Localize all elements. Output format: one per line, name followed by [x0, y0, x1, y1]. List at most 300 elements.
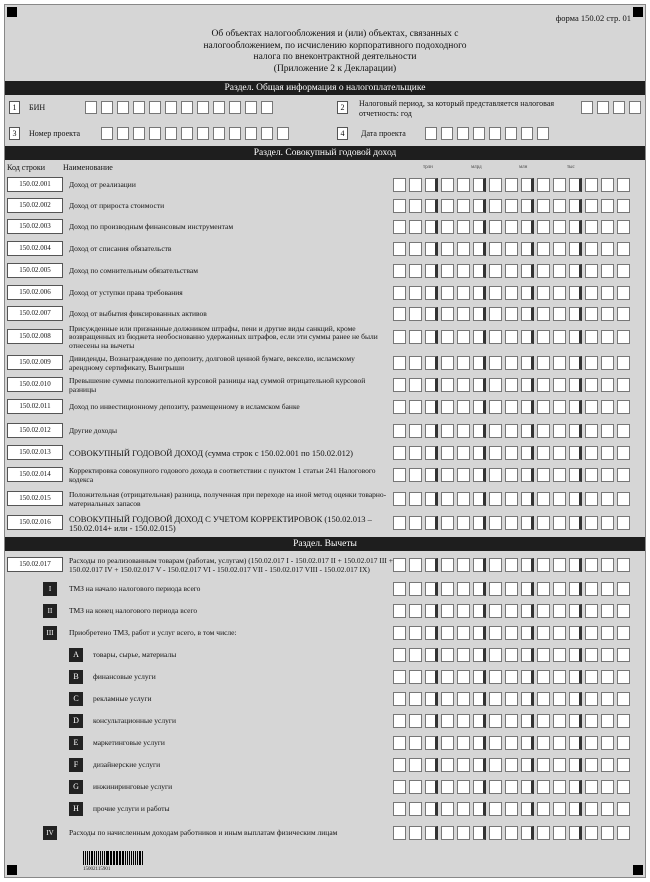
digit-cell[interactable]	[441, 826, 454, 840]
digit-cell[interactable]	[585, 780, 598, 794]
digit-cell[interactable]	[537, 558, 550, 572]
digit-cell[interactable]	[425, 199, 438, 213]
digit-cell[interactable]	[537, 242, 550, 256]
digit-cell[interactable]	[617, 582, 630, 596]
digit-cell[interactable]	[489, 648, 502, 662]
digit-cell[interactable]	[521, 714, 534, 728]
digit-cell[interactable]	[409, 356, 422, 370]
digit-cell[interactable]	[505, 424, 518, 438]
amount-input[interactable]	[393, 378, 630, 392]
digit-cell[interactable]	[569, 692, 582, 706]
digit-cell[interactable]	[601, 714, 614, 728]
digit-cell[interactable]	[473, 199, 486, 213]
digit-cell[interactable]	[505, 220, 518, 234]
digit-cell[interactable]	[473, 468, 486, 482]
digit-cell[interactable]	[505, 558, 518, 572]
digit-cell[interactable]	[521, 582, 534, 596]
digit-cell[interactable]	[441, 648, 454, 662]
digit-cell[interactable]	[425, 307, 438, 321]
year-input[interactable]	[581, 101, 641, 114]
digit-cell[interactable]	[521, 626, 534, 640]
digit-cell[interactable]	[505, 582, 518, 596]
digit-cell[interactable]	[537, 424, 550, 438]
amount-input[interactable]	[393, 220, 630, 234]
digit-cell[interactable]	[489, 492, 502, 506]
digit-cell[interactable]	[553, 199, 566, 213]
project-date-input[interactable]	[425, 127, 549, 140]
digit-cell[interactable]	[393, 648, 406, 662]
digit-cell[interactable]	[585, 604, 598, 618]
input-cell[interactable]	[581, 101, 593, 114]
digit-cell[interactable]	[601, 330, 614, 344]
digit-cell[interactable]	[569, 242, 582, 256]
digit-cell[interactable]	[601, 626, 614, 640]
digit-cell[interactable]	[617, 424, 630, 438]
digit-cell[interactable]	[473, 736, 486, 750]
digit-cell[interactable]	[425, 692, 438, 706]
digit-cell[interactable]	[601, 492, 614, 506]
digit-cell[interactable]	[569, 264, 582, 278]
digit-cell[interactable]	[585, 648, 598, 662]
digit-cell[interactable]	[425, 558, 438, 572]
digit-cell[interactable]	[505, 516, 518, 530]
amount-input[interactable]	[393, 758, 630, 772]
digit-cell[interactable]	[409, 242, 422, 256]
digit-cell[interactable]	[489, 780, 502, 794]
input-cell[interactable]	[229, 127, 241, 140]
input-cell[interactable]	[133, 101, 145, 114]
digit-cell[interactable]	[409, 648, 422, 662]
digit-cell[interactable]	[489, 264, 502, 278]
digit-cell[interactable]	[569, 558, 582, 572]
digit-cell[interactable]	[505, 178, 518, 192]
digit-cell[interactable]	[521, 670, 534, 684]
digit-cell[interactable]	[425, 826, 438, 840]
digit-cell[interactable]	[393, 468, 406, 482]
digit-cell[interactable]	[441, 424, 454, 438]
digit-cell[interactable]	[585, 286, 598, 300]
digit-cell[interactable]	[537, 199, 550, 213]
digit-cell[interactable]	[569, 220, 582, 234]
digit-cell[interactable]	[617, 670, 630, 684]
digit-cell[interactable]	[409, 378, 422, 392]
digit-cell[interactable]	[457, 492, 470, 506]
digit-cell[interactable]	[505, 626, 518, 640]
digit-cell[interactable]	[473, 516, 486, 530]
digit-cell[interactable]	[425, 378, 438, 392]
digit-cell[interactable]	[617, 780, 630, 794]
digit-cell[interactable]	[521, 307, 534, 321]
digit-cell[interactable]	[537, 692, 550, 706]
digit-cell[interactable]	[585, 199, 598, 213]
amount-input[interactable]	[393, 780, 630, 794]
digit-cell[interactable]	[617, 516, 630, 530]
digit-cell[interactable]	[473, 648, 486, 662]
digit-cell[interactable]	[521, 736, 534, 750]
digit-cell[interactable]	[537, 178, 550, 192]
input-cell[interactable]	[149, 127, 161, 140]
digit-cell[interactable]	[457, 692, 470, 706]
digit-cell[interactable]	[617, 378, 630, 392]
digit-cell[interactable]	[393, 714, 406, 728]
digit-cell[interactable]	[521, 264, 534, 278]
digit-cell[interactable]	[409, 558, 422, 572]
digit-cell[interactable]	[569, 356, 582, 370]
digit-cell[interactable]	[425, 286, 438, 300]
digit-cell[interactable]	[457, 356, 470, 370]
amount-input[interactable]	[393, 670, 630, 684]
digit-cell[interactable]	[409, 330, 422, 344]
digit-cell[interactable]	[441, 714, 454, 728]
digit-cell[interactable]	[393, 400, 406, 414]
digit-cell[interactable]	[505, 714, 518, 728]
digit-cell[interactable]	[441, 558, 454, 572]
digit-cell[interactable]	[601, 307, 614, 321]
digit-cell[interactable]	[553, 178, 566, 192]
digit-cell[interactable]	[569, 826, 582, 840]
digit-cell[interactable]	[489, 307, 502, 321]
digit-cell[interactable]	[425, 780, 438, 794]
amount-input[interactable]	[393, 330, 630, 344]
digit-cell[interactable]	[553, 400, 566, 414]
digit-cell[interactable]	[585, 582, 598, 596]
digit-cell[interactable]	[553, 446, 566, 460]
digit-cell[interactable]	[505, 826, 518, 840]
digit-cell[interactable]	[601, 378, 614, 392]
digit-cell[interactable]	[601, 446, 614, 460]
digit-cell[interactable]	[601, 516, 614, 530]
digit-cell[interactable]	[441, 670, 454, 684]
digit-cell[interactable]	[441, 378, 454, 392]
digit-cell[interactable]	[505, 648, 518, 662]
digit-cell[interactable]	[617, 826, 630, 840]
digit-cell[interactable]	[425, 648, 438, 662]
digit-cell[interactable]	[425, 492, 438, 506]
digit-cell[interactable]	[489, 199, 502, 213]
digit-cell[interactable]	[553, 736, 566, 750]
digit-cell[interactable]	[425, 626, 438, 640]
digit-cell[interactable]	[473, 378, 486, 392]
digit-cell[interactable]	[585, 802, 598, 816]
digit-cell[interactable]	[617, 178, 630, 192]
digit-cell[interactable]	[617, 242, 630, 256]
digit-cell[interactable]	[473, 330, 486, 344]
digit-cell[interactable]	[521, 220, 534, 234]
digit-cell[interactable]	[457, 802, 470, 816]
digit-cell[interactable]	[473, 826, 486, 840]
digit-cell[interactable]	[393, 780, 406, 794]
digit-cell[interactable]	[617, 199, 630, 213]
digit-cell[interactable]	[457, 242, 470, 256]
digit-cell[interactable]	[521, 330, 534, 344]
digit-cell[interactable]	[585, 307, 598, 321]
digit-cell[interactable]	[569, 758, 582, 772]
digit-cell[interactable]	[553, 424, 566, 438]
digit-cell[interactable]	[489, 626, 502, 640]
amount-input[interactable]	[393, 826, 630, 840]
digit-cell[interactable]	[425, 356, 438, 370]
digit-cell[interactable]	[505, 199, 518, 213]
digit-cell[interactable]	[521, 758, 534, 772]
digit-cell[interactable]	[409, 400, 422, 414]
input-cell[interactable]	[117, 127, 129, 140]
digit-cell[interactable]	[569, 307, 582, 321]
digit-cell[interactable]	[617, 626, 630, 640]
digit-cell[interactable]	[441, 692, 454, 706]
digit-cell[interactable]	[569, 286, 582, 300]
digit-cell[interactable]	[537, 220, 550, 234]
digit-cell[interactable]	[537, 780, 550, 794]
digit-cell[interactable]	[537, 714, 550, 728]
digit-cell[interactable]	[505, 604, 518, 618]
digit-cell[interactable]	[441, 802, 454, 816]
amount-input[interactable]	[393, 264, 630, 278]
digit-cell[interactable]	[537, 802, 550, 816]
digit-cell[interactable]	[409, 670, 422, 684]
digit-cell[interactable]	[489, 400, 502, 414]
digit-cell[interactable]	[505, 264, 518, 278]
digit-cell[interactable]	[393, 516, 406, 530]
digit-cell[interactable]	[601, 286, 614, 300]
digit-cell[interactable]	[521, 199, 534, 213]
digit-cell[interactable]	[425, 446, 438, 460]
input-cell[interactable]	[165, 101, 177, 114]
digit-cell[interactable]	[489, 802, 502, 816]
digit-cell[interactable]	[617, 692, 630, 706]
digit-cell[interactable]	[601, 424, 614, 438]
digit-cell[interactable]	[473, 220, 486, 234]
digit-cell[interactable]	[537, 626, 550, 640]
digit-cell[interactable]	[457, 670, 470, 684]
amount-input[interactable]	[393, 356, 630, 370]
input-cell[interactable]	[261, 101, 273, 114]
digit-cell[interactable]	[585, 356, 598, 370]
digit-cell[interactable]	[521, 492, 534, 506]
digit-cell[interactable]	[617, 492, 630, 506]
digit-cell[interactable]	[569, 468, 582, 482]
digit-cell[interactable]	[521, 468, 534, 482]
digit-cell[interactable]	[601, 242, 614, 256]
digit-cell[interactable]	[585, 558, 598, 572]
digit-cell[interactable]	[473, 492, 486, 506]
digit-cell[interactable]	[617, 220, 630, 234]
digit-cell[interactable]	[489, 446, 502, 460]
digit-cell[interactable]	[569, 446, 582, 460]
digit-cell[interactable]	[489, 736, 502, 750]
digit-cell[interactable]	[393, 736, 406, 750]
input-cell[interactable]	[613, 101, 625, 114]
digit-cell[interactable]	[601, 264, 614, 278]
digit-cell[interactable]	[601, 582, 614, 596]
amount-input[interactable]	[393, 424, 630, 438]
digit-cell[interactable]	[457, 714, 470, 728]
digit-cell[interactable]	[521, 178, 534, 192]
digit-cell[interactable]	[537, 604, 550, 618]
digit-cell[interactable]	[409, 492, 422, 506]
digit-cell[interactable]	[457, 378, 470, 392]
digit-cell[interactable]	[393, 604, 406, 618]
digit-cell[interactable]	[489, 758, 502, 772]
digit-cell[interactable]	[489, 604, 502, 618]
digit-cell[interactable]	[601, 670, 614, 684]
digit-cell[interactable]	[457, 648, 470, 662]
digit-cell[interactable]	[473, 670, 486, 684]
digit-cell[interactable]	[601, 736, 614, 750]
amount-input[interactable]	[393, 736, 630, 750]
amount-input[interactable]	[393, 446, 630, 460]
input-cell[interactable]	[473, 127, 485, 140]
digit-cell[interactable]	[617, 264, 630, 278]
digit-cell[interactable]	[505, 307, 518, 321]
digit-cell[interactable]	[473, 264, 486, 278]
digit-cell[interactable]	[441, 468, 454, 482]
input-cell[interactable]	[597, 101, 609, 114]
input-cell[interactable]	[213, 101, 225, 114]
digit-cell[interactable]	[569, 670, 582, 684]
digit-cell[interactable]	[505, 242, 518, 256]
digit-cell[interactable]	[457, 199, 470, 213]
digit-cell[interactable]	[505, 692, 518, 706]
digit-cell[interactable]	[441, 758, 454, 772]
digit-cell[interactable]	[409, 178, 422, 192]
input-cell[interactable]	[85, 101, 97, 114]
digit-cell[interactable]	[489, 714, 502, 728]
digit-cell[interactable]	[553, 492, 566, 506]
digit-cell[interactable]	[393, 492, 406, 506]
digit-cell[interactable]	[505, 670, 518, 684]
digit-cell[interactable]	[569, 330, 582, 344]
digit-cell[interactable]	[569, 802, 582, 816]
digit-cell[interactable]	[473, 802, 486, 816]
digit-cell[interactable]	[393, 242, 406, 256]
digit-cell[interactable]	[393, 264, 406, 278]
digit-cell[interactable]	[617, 558, 630, 572]
digit-cell[interactable]	[601, 220, 614, 234]
digit-cell[interactable]	[617, 802, 630, 816]
digit-cell[interactable]	[393, 378, 406, 392]
digit-cell[interactable]	[409, 264, 422, 278]
digit-cell[interactable]	[425, 330, 438, 344]
digit-cell[interactable]	[425, 736, 438, 750]
digit-cell[interactable]	[393, 670, 406, 684]
digit-cell[interactable]	[569, 424, 582, 438]
digit-cell[interactable]	[521, 692, 534, 706]
digit-cell[interactable]	[601, 604, 614, 618]
digit-cell[interactable]	[553, 356, 566, 370]
digit-cell[interactable]	[409, 802, 422, 816]
digit-cell[interactable]	[409, 424, 422, 438]
digit-cell[interactable]	[425, 264, 438, 278]
amount-input[interactable]	[393, 604, 630, 618]
digit-cell[interactable]	[569, 714, 582, 728]
digit-cell[interactable]	[585, 670, 598, 684]
input-cell[interactable]	[537, 127, 549, 140]
digit-cell[interactable]	[553, 582, 566, 596]
digit-cell[interactable]	[585, 692, 598, 706]
digit-cell[interactable]	[585, 736, 598, 750]
digit-cell[interactable]	[473, 424, 486, 438]
input-cell[interactable]	[101, 127, 113, 140]
digit-cell[interactable]	[393, 558, 406, 572]
digit-cell[interactable]	[457, 446, 470, 460]
digit-cell[interactable]	[409, 286, 422, 300]
digit-cell[interactable]	[473, 286, 486, 300]
digit-cell[interactable]	[601, 758, 614, 772]
digit-cell[interactable]	[521, 648, 534, 662]
digit-cell[interactable]	[585, 330, 598, 344]
digit-cell[interactable]	[585, 400, 598, 414]
digit-cell[interactable]	[585, 446, 598, 460]
digit-cell[interactable]	[537, 286, 550, 300]
digit-cell[interactable]	[505, 492, 518, 506]
digit-cell[interactable]	[617, 736, 630, 750]
digit-cell[interactable]	[601, 692, 614, 706]
digit-cell[interactable]	[617, 286, 630, 300]
digit-cell[interactable]	[457, 780, 470, 794]
digit-cell[interactable]	[489, 242, 502, 256]
digit-cell[interactable]	[601, 826, 614, 840]
digit-cell[interactable]	[521, 802, 534, 816]
digit-cell[interactable]	[601, 356, 614, 370]
digit-cell[interactable]	[393, 199, 406, 213]
digit-cell[interactable]	[425, 758, 438, 772]
digit-cell[interactable]	[441, 242, 454, 256]
input-cell[interactable]	[629, 101, 641, 114]
digit-cell[interactable]	[457, 468, 470, 482]
digit-cell[interactable]	[457, 178, 470, 192]
digit-cell[interactable]	[553, 802, 566, 816]
digit-cell[interactable]	[473, 780, 486, 794]
digit-cell[interactable]	[553, 264, 566, 278]
digit-cell[interactable]	[393, 424, 406, 438]
digit-cell[interactable]	[585, 516, 598, 530]
digit-cell[interactable]	[489, 826, 502, 840]
digit-cell[interactable]	[425, 220, 438, 234]
digit-cell[interactable]	[601, 802, 614, 816]
digit-cell[interactable]	[553, 670, 566, 684]
digit-cell[interactable]	[553, 758, 566, 772]
digit-cell[interactable]	[409, 220, 422, 234]
digit-cell[interactable]	[441, 446, 454, 460]
digit-cell[interactable]	[489, 424, 502, 438]
digit-cell[interactable]	[553, 516, 566, 530]
digit-cell[interactable]	[601, 400, 614, 414]
digit-cell[interactable]	[473, 400, 486, 414]
digit-cell[interactable]	[425, 516, 438, 530]
digit-cell[interactable]	[585, 242, 598, 256]
amount-input[interactable]	[393, 307, 630, 321]
digit-cell[interactable]	[553, 648, 566, 662]
digit-cell[interactable]	[505, 780, 518, 794]
digit-cell[interactable]	[473, 582, 486, 596]
digit-cell[interactable]	[569, 582, 582, 596]
input-cell[interactable]	[229, 101, 241, 114]
digit-cell[interactable]	[505, 468, 518, 482]
digit-cell[interactable]	[553, 468, 566, 482]
digit-cell[interactable]	[457, 220, 470, 234]
digit-cell[interactable]	[441, 582, 454, 596]
input-cell[interactable]	[165, 127, 177, 140]
digit-cell[interactable]	[617, 648, 630, 662]
digit-cell[interactable]	[505, 330, 518, 344]
digit-cell[interactable]	[521, 400, 534, 414]
digit-cell[interactable]	[489, 178, 502, 192]
digit-cell[interactable]	[457, 582, 470, 596]
digit-cell[interactable]	[473, 714, 486, 728]
digit-cell[interactable]	[457, 264, 470, 278]
digit-cell[interactable]	[569, 492, 582, 506]
digit-cell[interactable]	[409, 468, 422, 482]
